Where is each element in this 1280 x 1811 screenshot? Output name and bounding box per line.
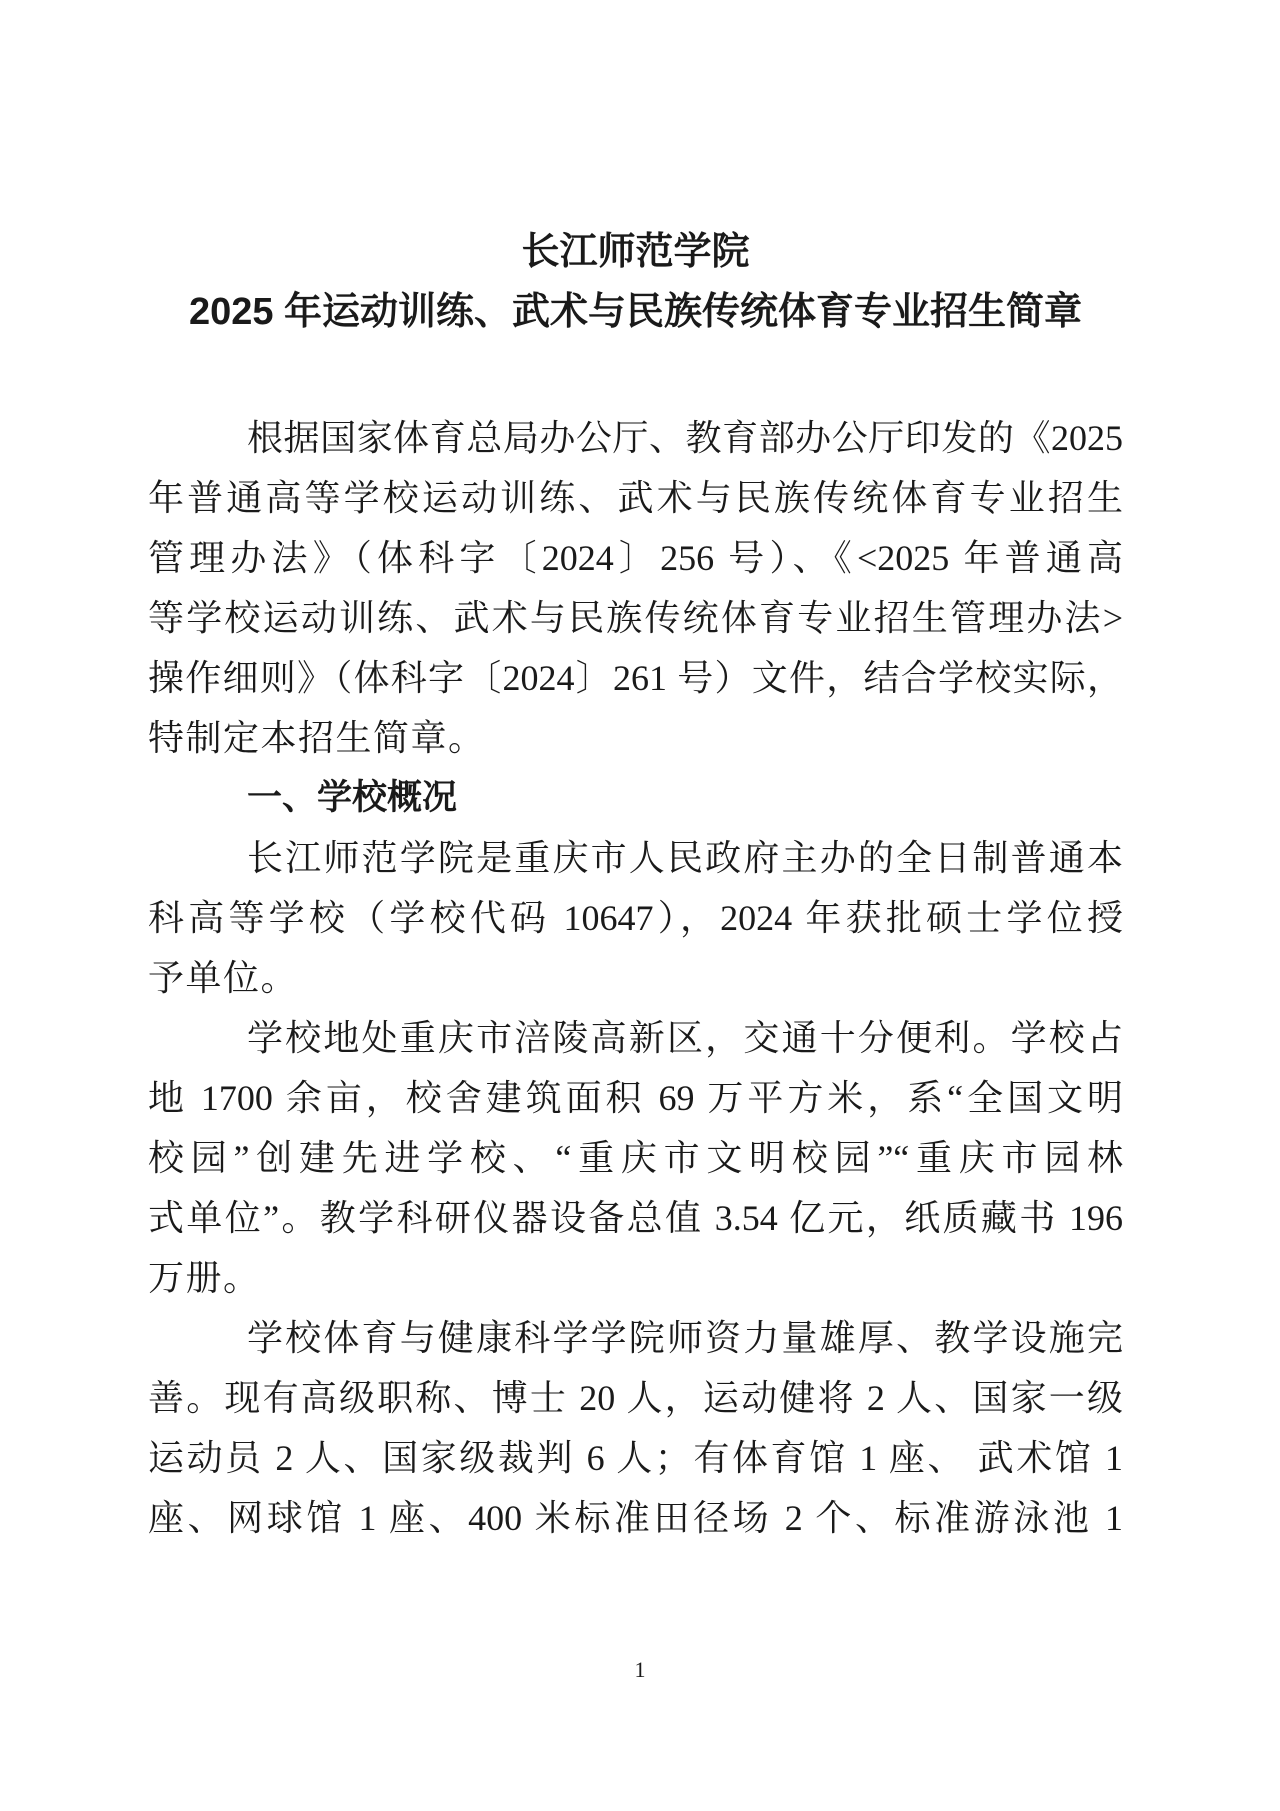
para3-line-3: 校园”创建先进学校、“重庆市文明校园”“重庆市园林 <box>148 1138 1123 1178</box>
para1-line-2: 年普通高等学校运动训练、武术与民族传统体育专业招生 <box>148 478 1123 518</box>
para2-line-3: 予单位。 <box>148 958 299 998</box>
para1-line-3: 管理办法》（体科字〔2024〕256 号）、《<2025 年普通高 <box>148 538 1123 578</box>
para1-line-6: 特制定本招生简章。 <box>148 718 486 758</box>
para3-line-1: 学校地处重庆市涪陵高新区，交通十分便利。学校占 <box>247 1018 1123 1058</box>
para1-line-5: 操作细则》（体科字〔2024〕261 号）文件，结合学校实际， <box>148 658 1123 698</box>
page-footer <box>0 1640 1280 1700</box>
para4-line-4: 座、网球馆 1 座、400 米标准田径场 2 个、标准游泳池 1 <box>148 1498 1123 1538</box>
blank-line <box>148 342 1123 408</box>
section-heading-1: 一、学校概况 <box>247 778 458 817</box>
para3-line-2: 地 1700 余亩，校舍建筑面积 69 万平方米，系“全国文明 <box>148 1078 1123 1118</box>
para4-line-3: 运动员 2 人、国家级裁判 6 人；有体育馆 1 座、 武术馆 1 <box>148 1438 1123 1478</box>
para1-line-1: 根据国家体育总局办公厅、教育部办公厅印发的《2025 <box>247 418 1123 458</box>
doc-subtitle: 2025 年运动训练、武术与民族传统体育专业招生简章 <box>188 291 1083 333</box>
para4-line-1: 学校体育与健康科学学院师资力量雄厚、教学设施完 <box>247 1318 1123 1358</box>
para2-line-2: 科高等学校（学校代码 10647），2024 年获批硕士学位授 <box>148 898 1123 938</box>
para3-line-5: 万册。 <box>148 1258 261 1298</box>
para2-line-1: 长江师范学院是重庆市人民政府主办的全日制普通本 <box>247 838 1123 878</box>
para4-line-2: 善。现有高级职称、博士 20 人，运动健将 2 人、国家一级 <box>148 1378 1123 1418</box>
para3-line-4: 式单位”。教学科研仪器设备总值 3.54 亿元，纸质藏书 196 <box>148 1198 1123 1238</box>
page-number: 1 <box>634 1657 646 1682</box>
doc-title: 长江师范学院 <box>521 231 750 273</box>
para1-line-4: 等学校运动训练、武术与民族传统体育专业招生管理办法> <box>148 598 1123 638</box>
